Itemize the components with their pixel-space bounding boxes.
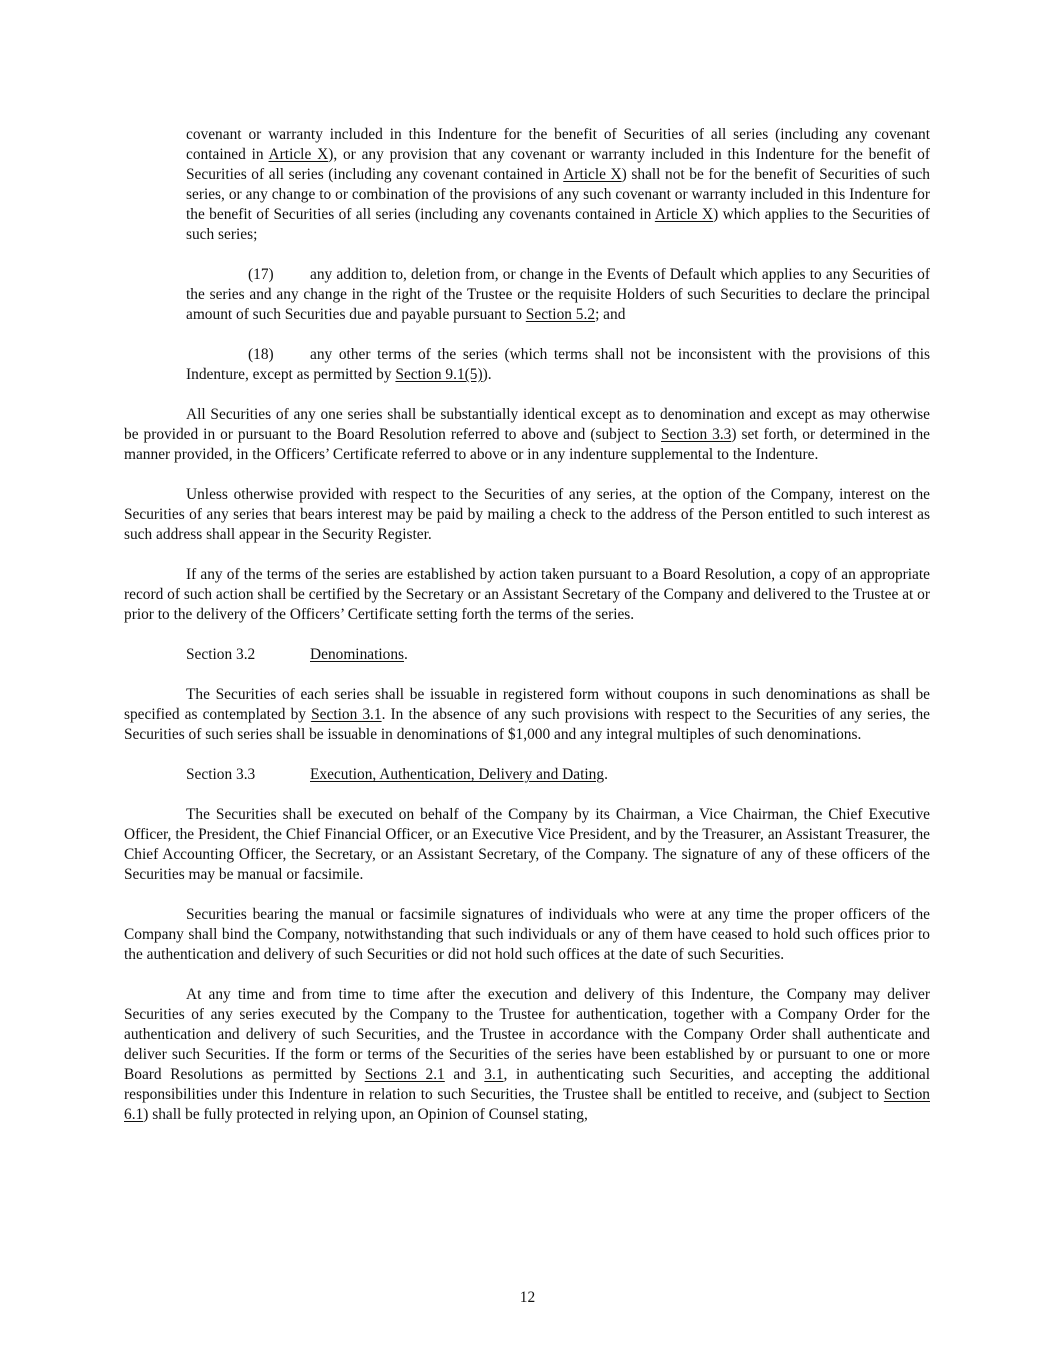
section-reference: Section 9.1(5) <box>395 366 483 383</box>
paragraph-denominations: The Securities of each series shall be issuable in registered form without coupons in such denominations as shall be specified as contemplated by Section 3.1. In the absence of any such provisions with respect to the Securities of any series, the Securities of such series shall be issuable in denominations of $1,000 and any integral multiples of such denominations. <box>124 686 930 743</box>
section-reference: Section 3.1 <box>311 706 382 723</box>
section-number: Section 3.2 <box>186 646 256 663</box>
article-x-link: Article X <box>563 166 622 183</box>
section-heading-3-2: Section 3.2 Denominations. <box>186 646 408 663</box>
section-reference: Section 5.2 <box>525 306 596 323</box>
paragraph-all-securities: All Securities of any one series shall be substantially identical except as to denomination and except as may otherwise be provided in or pursuant to the Board Resolution referred to above and (subject to Section 3.3) set forth, or determined in the manner provided, in the Officers’ Certificate referred to above or in any indenture supplemental to the Indenture. <box>124 406 930 463</box>
article-x-link: Article X <box>654 206 714 223</box>
page-number: 12 <box>519 1289 536 1306</box>
section-reference: 3.1 <box>484 1066 504 1083</box>
item-number: (18) <box>248 346 274 363</box>
list-item-18: (18) any other terms of the series (which terms shall not be inconsistent with the provisions of this Indenture, except as permitted by Section 9.1(5)). <box>186 346 930 383</box>
paragraph-authentication: At any time and from time to time after the execution and delivery of this Indenture, the Company may deliver Securities of any series executed by the Company to the Trustee for authentication, together with a Company Order for the authentication and delivery of such Securities, and the Trustee in accordance with the Company Order shall authenticate and deliver such Securities. If the form or terms of the Securities of the series have been established by or pursuant to one or more Board Resolutions as permitted by Sections 2.1 and 3.1, in authenticating such Securities, and accepting the additional responsibilities under this Indenture in relation to such Securities, the Trustee shall be entitled to receive, and (subject to Section 6.1) shall be fully protected in relying upon, an Opinion of Counsel stating, <box>124 986 930 1123</box>
section-title: Denominations <box>310 646 405 663</box>
paragraph-board-resolution: If any of the terms of the series are established by action taken pursuant to a Board Resolution, a copy of an appropriate record of such action shall be certified by the Secretary or an Assistant Secretary of the Company and delivered to the Trustee at or prior to the delivery of the Officers’ Certificate setting forth the terms of the series. <box>124 566 930 623</box>
section-reference: Section 3.3 <box>660 426 732 443</box>
section-number: Section 3.3 <box>186 766 256 783</box>
article-x-link: Article X <box>268 146 329 163</box>
paragraph-signatures: Securities bearing the manual or facsimile signatures of individuals who were at any time the proper officers of the Company shall bind the Company, notwithstanding that such individuals or any of them have ceased to hold such offices prior to the authentication and delivery of such Securities or did not hold such offices at the date of such Securities. <box>124 906 930 963</box>
section-reference: Section 6.1 <box>124 1086 930 1123</box>
paragraph-covenant-continuation: covenant or warranty included in this Indenture for the benefit of Securities of all series (including any covenant contained in Article X), or any provision that any covenant or warranty included in this Indenture for the benefit of Securities of all series (including any covenant contained in Article X) shall not be for the benefit of Securities of such series, or any change to or combination of the provisions of any such covenant or warranty included in this Indenture for the benefit of Securities of all series (including any covenants contained in Article X) which applies to the Securities of such series; <box>186 126 931 243</box>
list-item-17: (17) any addition to, deletion from, or change in the Events of Default which applies to any Securities of the series and any change in the right of the Trustee or the requisite Holders of such Securities to declare the principal amount of such Securities due and payable pursuant to Section 5.2; and <box>186 266 930 323</box>
document-page <box>124 125 930 1145</box>
section-reference: Sections 2.1 <box>364 1066 445 1083</box>
section-title: Execution, Authentication, Delivery and Dating <box>310 766 605 783</box>
paragraph-execution: The Securities shall be executed on behalf of the Company by its Chairman, a Vice Chairman, the Chief Executive Officer, the President, the Chief Financial Officer, or an Executive Vice President, and by the Treasurer, an Assistant Treasurer, the Chief Accounting Officer, the Secretary, or an Assistant Secretary, of the Company. The signature of any of these officers of the Securities may be manual or facsimile. <box>124 806 930 883</box>
item-number: (17) <box>248 266 274 283</box>
section-heading-3-3: Section 3.3 Execution, Authentication, Delivery and Dating. <box>186 766 608 783</box>
paragraph-interest-payment: Unless otherwise provided with respect to the Securities of any series, at the option of the Company, interest on the Securities of any series that bears interest may be paid by mailing a check to the address of the Person entitled to such interest as such address shall appear in the Security Register. <box>124 486 930 543</box>
